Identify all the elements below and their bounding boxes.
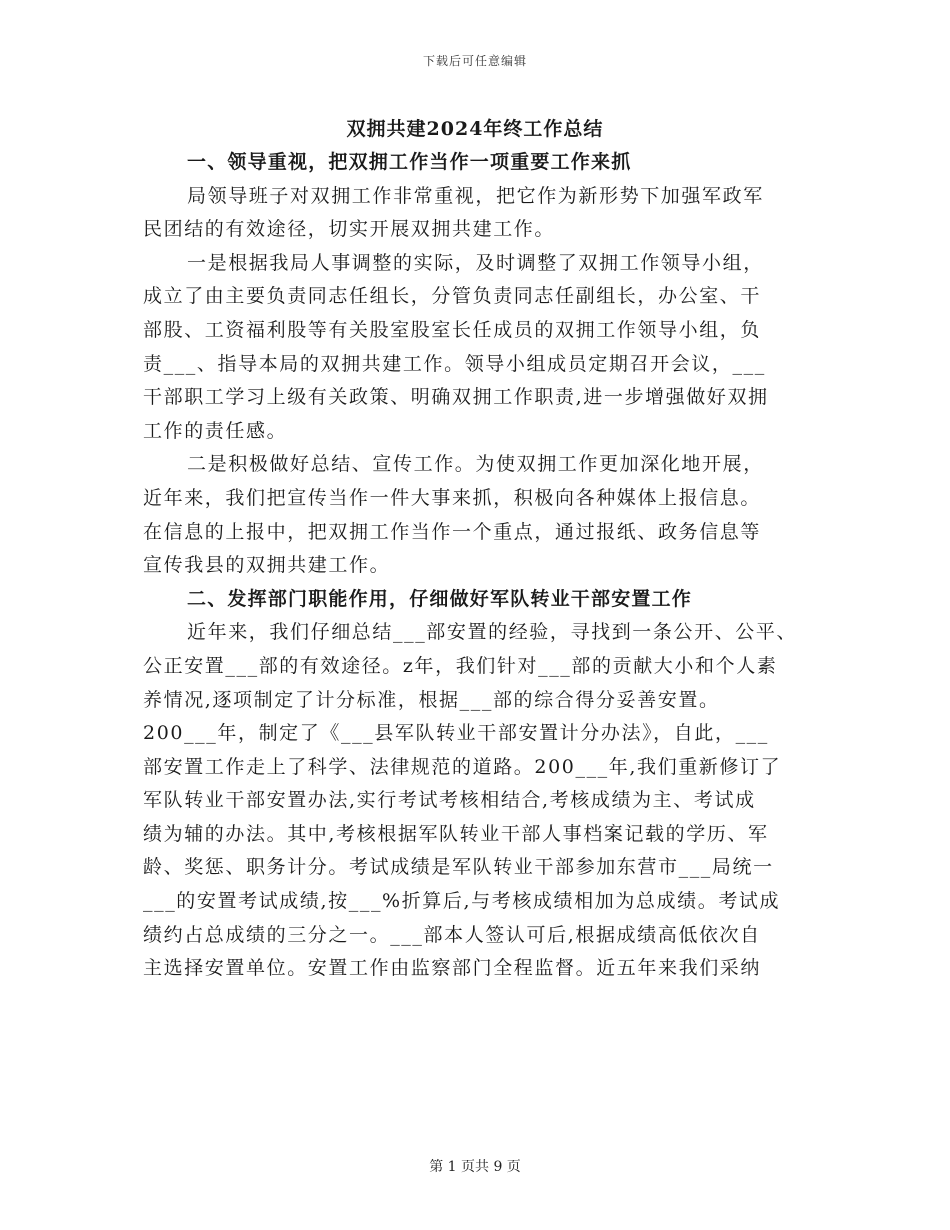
body-line: 绩为辅的办法。其中,考核根据军队转业干部人事档案记载的学历、军 bbox=[143, 822, 769, 845]
body-line: 近年来，我们仔细总结___部安置的经验，寻找到一条公开、公平、 bbox=[187, 621, 798, 644]
body-line: 主选择安置单位。安置工作由监察部门全程监督。近五年来我们采纳 bbox=[143, 957, 762, 980]
document-title: 双拥共建2024年终工作总结 bbox=[346, 118, 604, 140]
body-line: 在信息的上报中，把双拥工作当作一个重点，通过报纸、政务信息等 bbox=[143, 520, 762, 543]
header-note: 下载后可任意编辑 bbox=[422, 54, 527, 68]
body-line: 干部职工学习上级有关政策、明确双拥工作职责,进一步增强做好双拥 bbox=[143, 386, 769, 409]
body-line: 宣传我县的双拥共建工作。 bbox=[143, 554, 391, 577]
body-line: 工作的责任感。 bbox=[143, 419, 288, 442]
body-line: 部股、工资福利股等有关股室股室长任成员的双拥工作领导小组，负 bbox=[143, 318, 762, 341]
body-line: ___的安置考试成绩,按___%折算后,与考核成绩相加为总成绩。考试成 bbox=[143, 890, 781, 913]
body-line: 公正安置___部的有效途径。z年，我们针对___部的贡献大小和个人素 bbox=[143, 654, 778, 677]
body-line: 龄、奖惩、职务计分。考试成绩是军队转业干部参加东营市___局统一 bbox=[143, 856, 774, 879]
body-line: 二是积极做好总结、宣传工作。为使双拥工作更加深化地开展， bbox=[187, 453, 764, 476]
page-footer: 第 1 页共 9 页 bbox=[429, 1159, 521, 1175]
section-heading-1: 一、领导重视，把双拥工作当作一项重要工作来抓 bbox=[187, 151, 632, 173]
body-line: 近年来，我们把宣传当作一件大事来抓，积极向各种媒体上报信息。 bbox=[143, 486, 762, 509]
body-line: 民团结的有效途径，切实开展双拥共建工作。 bbox=[143, 218, 556, 241]
section-heading-2: 二、发挥部门职能作用，仔细做好军队转业干部安置工作 bbox=[187, 587, 693, 610]
body-line: 部安置工作走上了科学、法律规范的道路。200___年,我们重新修订了 bbox=[143, 755, 782, 778]
document-body bbox=[143, 146, 808, 986]
body-line: 成立了由主要负责同志任组长，分管负责同志任副组长，办公室、干 bbox=[143, 285, 762, 308]
body-line: 200___年，制定了《___县军队转业干部安置计分办法》，自此，___ bbox=[143, 722, 769, 745]
body-line: 一是根据我局人事调整的实际，及时调整了双拥工作领导小组， bbox=[187, 251, 764, 274]
body-line: 局领导班子对双拥工作非常重视，把它作为新形势下加强军政军 bbox=[187, 184, 764, 207]
body-line: 责___、指导本局的双拥共建工作。领导小组成员定期召开会议，___ bbox=[143, 352, 766, 375]
body-line: 绩约占总成绩的三分之一。___部本人签认可后,根据成绩高低依次自 bbox=[143, 923, 761, 946]
body-line: 军队转业干部安置办法,实行考试考核相结合,考核成绩为主、考试成 bbox=[143, 789, 756, 812]
body-line: 养情况,逐项制定了计分标准，根据___部的综合得分妥善安置。 bbox=[143, 688, 720, 711]
